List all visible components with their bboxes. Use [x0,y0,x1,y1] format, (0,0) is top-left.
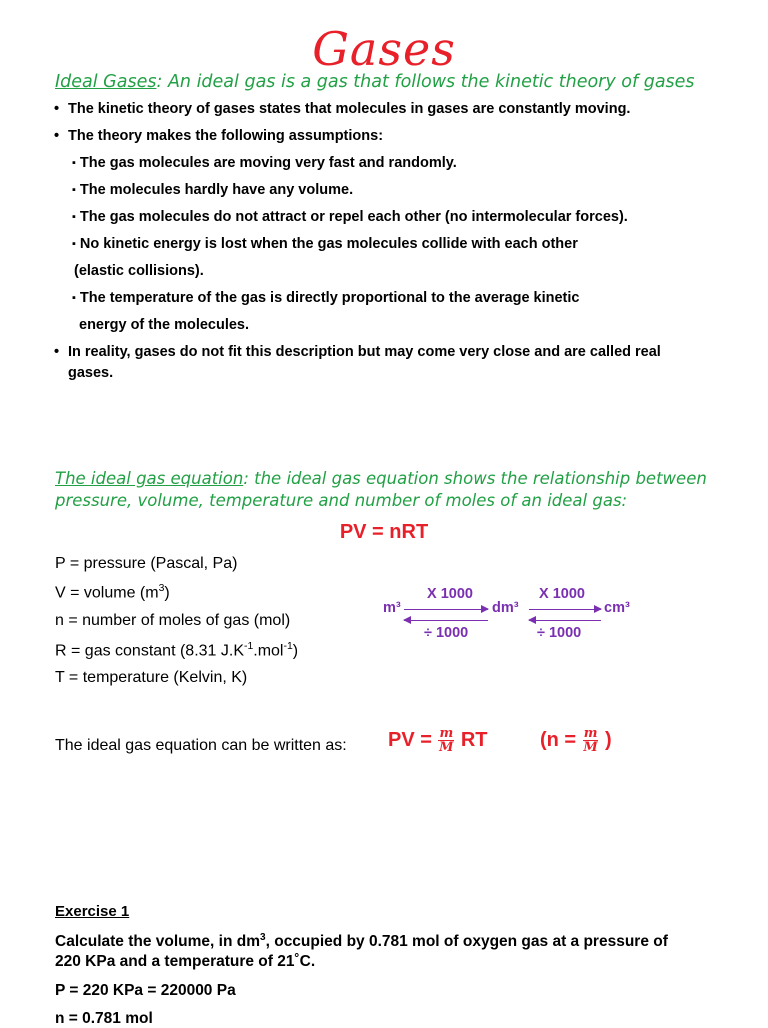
alt-equation [388,727,487,754]
arrow-left-1 [404,620,488,621]
alt-eq-right: RT [460,728,488,751]
equation-heading [55,469,707,488]
bullet-kinetic-theory: • The kinetic theory of gases states that molecules in gases are constantly moving. [68,101,630,117]
frac-denominator: M [439,740,454,755]
arrow-right-2 [529,609,601,610]
exponent: 3 [260,932,266,943]
assumption-text: The temperature of the gas is directly proportional to the average kinetic [79,290,580,306]
ideal-gas-equation: PV = nRT [339,521,429,543]
exponent: -1 [244,641,254,652]
divide-label-2: ÷ 1000 [537,625,582,641]
var-volume-text: V = volume (m [55,584,159,602]
var-pressure: P = pressure (Pascal, Pa) [55,555,238,572]
assumption-item [72,290,579,306]
frac-numerator: m [583,726,598,741]
n-eq-left: (n = [540,728,577,751]
assumption-text: The gas molecules are moving very fast and randomly. [79,155,457,171]
var-r-mid: .mol [253,642,284,660]
arrow-left-2 [529,620,601,621]
multiply-label-1: X 1000 [427,586,473,602]
var-volume [55,583,170,602]
m-over-M-fraction [438,727,454,754]
var-gas-constant [55,641,298,660]
equation-intro-1: : the ideal gas equation shows the relationship between [243,469,707,488]
exercise-pressure: P = 220 KPa = 220000 Pa [55,982,236,999]
exponent: 3 [158,583,165,594]
exercise-q-text-cont: , occupied by 0.781 mol of oxygen gas at a pressure of [265,933,668,951]
unit-cm3: cm³ [604,600,630,616]
var-temperature: T = temperature (Kelvin, K) [55,669,248,686]
assumption-continuation: (elastic collisions). [74,263,204,279]
ideal-gases-heading [55,72,695,92]
assumption-item [72,236,578,252]
assumption-item [72,155,457,171]
frac-denominator: M [583,740,598,755]
var-volume-close: ) [164,584,170,602]
assumption-text: The molecules hardly have any volume. [79,182,354,198]
exercise-q-text: Calculate the volume, in dm [55,933,260,951]
exercise-question-1 [55,932,668,951]
page-title: Gases [312,22,456,76]
exercise-question-2: 220 KPa and a temperature of 21˚C. [55,953,316,970]
assumption-item [72,209,628,225]
var-moles: n = number of moles of gas (mol) [55,612,291,629]
moles-equation [540,727,612,754]
var-r-text: R = gas constant (8.31 J.K [55,642,244,660]
exponent: -1 [283,641,293,652]
alt-equation-label: The ideal gas equation can be written as: [55,737,347,754]
ideal-gases-heading-label: Ideal Gases [55,72,157,92]
ideal-gases-intro: : An ideal gas is a gas that follows the kinetic theory of gases [156,72,695,92]
arrow-right-1 [404,609,488,610]
assumption-continuation: energy of the molecules. [79,317,250,333]
unit-dm3: dm³ [492,600,519,616]
exercise-heading: Exercise 1 [55,903,130,920]
var-r-close: ) [292,642,299,660]
bullet-reality: • In reality, gases do not fit this description but may come very close and are called real [68,344,661,360]
alt-eq-left: PV = [388,728,432,751]
assumption-item [72,182,353,198]
equation-intro-2: pressure, volume, temperature and number of moles of an ideal gas: [55,491,628,510]
equation-heading-label: The ideal gas equation [55,469,244,488]
bullet-reality-continuation: gases. [68,365,114,381]
m-over-M-fraction [583,727,599,754]
n-eq-right: ) [605,728,612,751]
frac-numerator: m [439,726,454,741]
divide-label-1: ÷ 1000 [424,625,469,641]
bullet-assumptions: • The theory makes the following assumptions: [68,128,383,144]
unit-m3: m³ [383,600,401,616]
assumption-text: No kinetic energy is lost when the gas molecules collide with each other [79,236,578,252]
exercise-moles: n = 0.781 mol [55,1010,153,1027]
multiply-label-2: X 1000 [539,586,585,602]
assumption-text: The gas molecules do not attract or repel each other (no intermolecular forces). [79,209,628,225]
